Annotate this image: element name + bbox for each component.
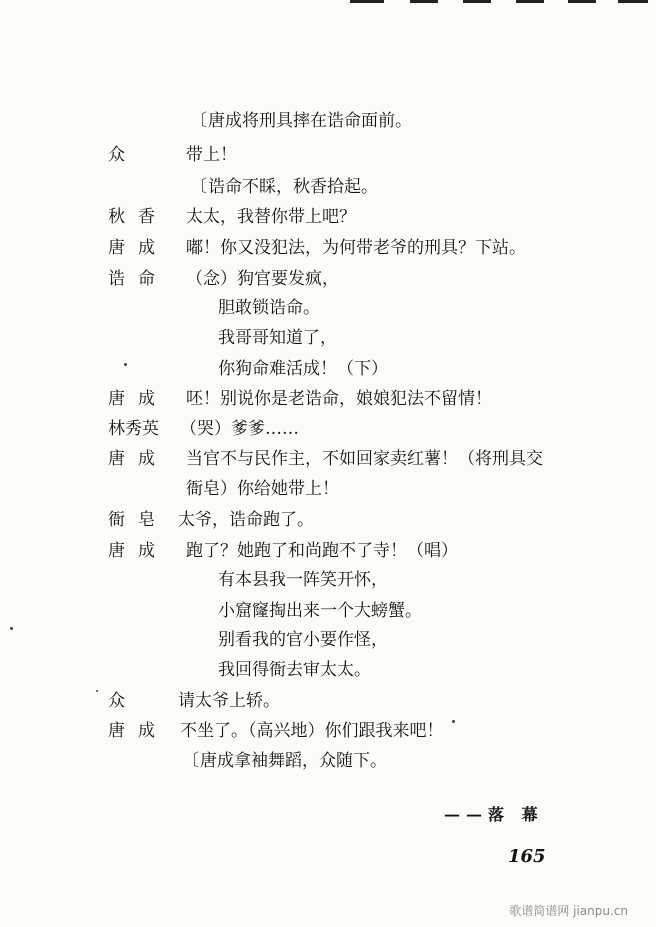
speech-text: 嘟！你又没犯法，为何带老爷的刑具？下站。: [186, 238, 526, 258]
dialogue-line: [0, 264, 656, 294]
speaker-name: 众: [108, 145, 138, 165]
speaker-name: 林秀英: [108, 419, 159, 439]
dialogue-line: [0, 202, 656, 232]
speaker-name: 众: [108, 691, 138, 711]
verse-line: 有本县我一阵笑开怀，: [218, 570, 388, 590]
verse-line: 你狗命难活成！（下）: [218, 359, 388, 379]
curtain-falls: ——落 幕: [444, 805, 544, 824]
speech-text: 呸！别说你是老诰命，娘娘犯法不留情！: [186, 389, 492, 409]
stage-direction: [182, 746, 387, 771]
speaker-name: 秋香: [108, 207, 168, 227]
dialogue-line: [0, 536, 656, 566]
scan-speck: [452, 720, 455, 723]
speech-continuation: 衙皂）你给她带上！: [186, 479, 339, 499]
speech-text: 太太，我替你带上吧？: [186, 207, 356, 227]
scan-speck: [10, 627, 13, 630]
stage-direction-text: 唐成将刑具摔在诰命面前。: [208, 111, 412, 131]
verse-line: 小窟窿掏出来一个大螃蟹。: [218, 601, 422, 621]
stage-bracket-icon: 〔: [190, 177, 207, 197]
top-rule: [463, 0, 491, 3]
speech-text: 不坐了。（高兴地）你们跟我来吧！: [180, 721, 444, 741]
stage-direction-text: 唐成拿袖舞蹈，众随下。: [200, 751, 387, 771]
page-number: 165: [508, 846, 546, 867]
dialogue-line: [0, 140, 656, 170]
dialogue-line: [0, 384, 656, 414]
speech-text: 太爷，诰命跑了。: [178, 510, 314, 530]
speech-text: （哭）爹爹……: [180, 419, 299, 439]
dialogue-line: [0, 686, 656, 716]
dialogue-line: [0, 505, 656, 535]
stage-direction: [190, 106, 412, 131]
speaker-name: 唐成: [108, 541, 168, 561]
speaker-name: 唐成: [108, 449, 168, 469]
dialogue-line: [0, 233, 656, 263]
speech-text: 跑了？她跑了和尚跑不了寺！（唱）: [186, 541, 458, 561]
verse-line: 别看我的官小要作怪，: [218, 630, 388, 650]
verse-line: 我哥哥知道了，: [218, 328, 337, 348]
top-rule: [568, 0, 596, 3]
stage-bracket-icon: 〔: [190, 111, 207, 131]
scan-speck: [96, 690, 98, 692]
scan-speck: [124, 363, 127, 366]
top-rule: [350, 0, 384, 3]
speech-text: 带上！: [186, 145, 237, 165]
top-rule: [618, 0, 648, 3]
stage-direction: [190, 172, 378, 197]
stage-bracket-icon: 〔: [182, 751, 199, 771]
dialogue-line: [0, 414, 656, 444]
top-rule: [410, 0, 438, 3]
verse-line: 我回得衙去审太太。: [218, 660, 371, 680]
speaker-name: 唐成: [108, 721, 168, 741]
verse-line: 胆敢锁诰命。: [218, 298, 320, 318]
speaker-name: 衙皂: [108, 510, 168, 530]
speaker-name: 唐成: [108, 238, 168, 258]
dialogue-line: [0, 444, 656, 474]
speech-text: 当官不与民作主，不如回家卖红薯！（将刑具交: [186, 449, 543, 469]
speaker-name: 诰命: [108, 269, 168, 289]
speaker-name: 唐成: [108, 389, 168, 409]
stage-direction-text: 诰命不睬，秋香拾起。: [208, 177, 378, 197]
watermark: 歌谱简谱网 jianpu.cn: [509, 904, 628, 918]
speech-text: 请太爷上轿。: [178, 691, 280, 711]
speech-text: （念）狗官要发疯，: [186, 269, 339, 289]
dialogue-line: [0, 716, 656, 746]
top-rule: [516, 0, 544, 3]
